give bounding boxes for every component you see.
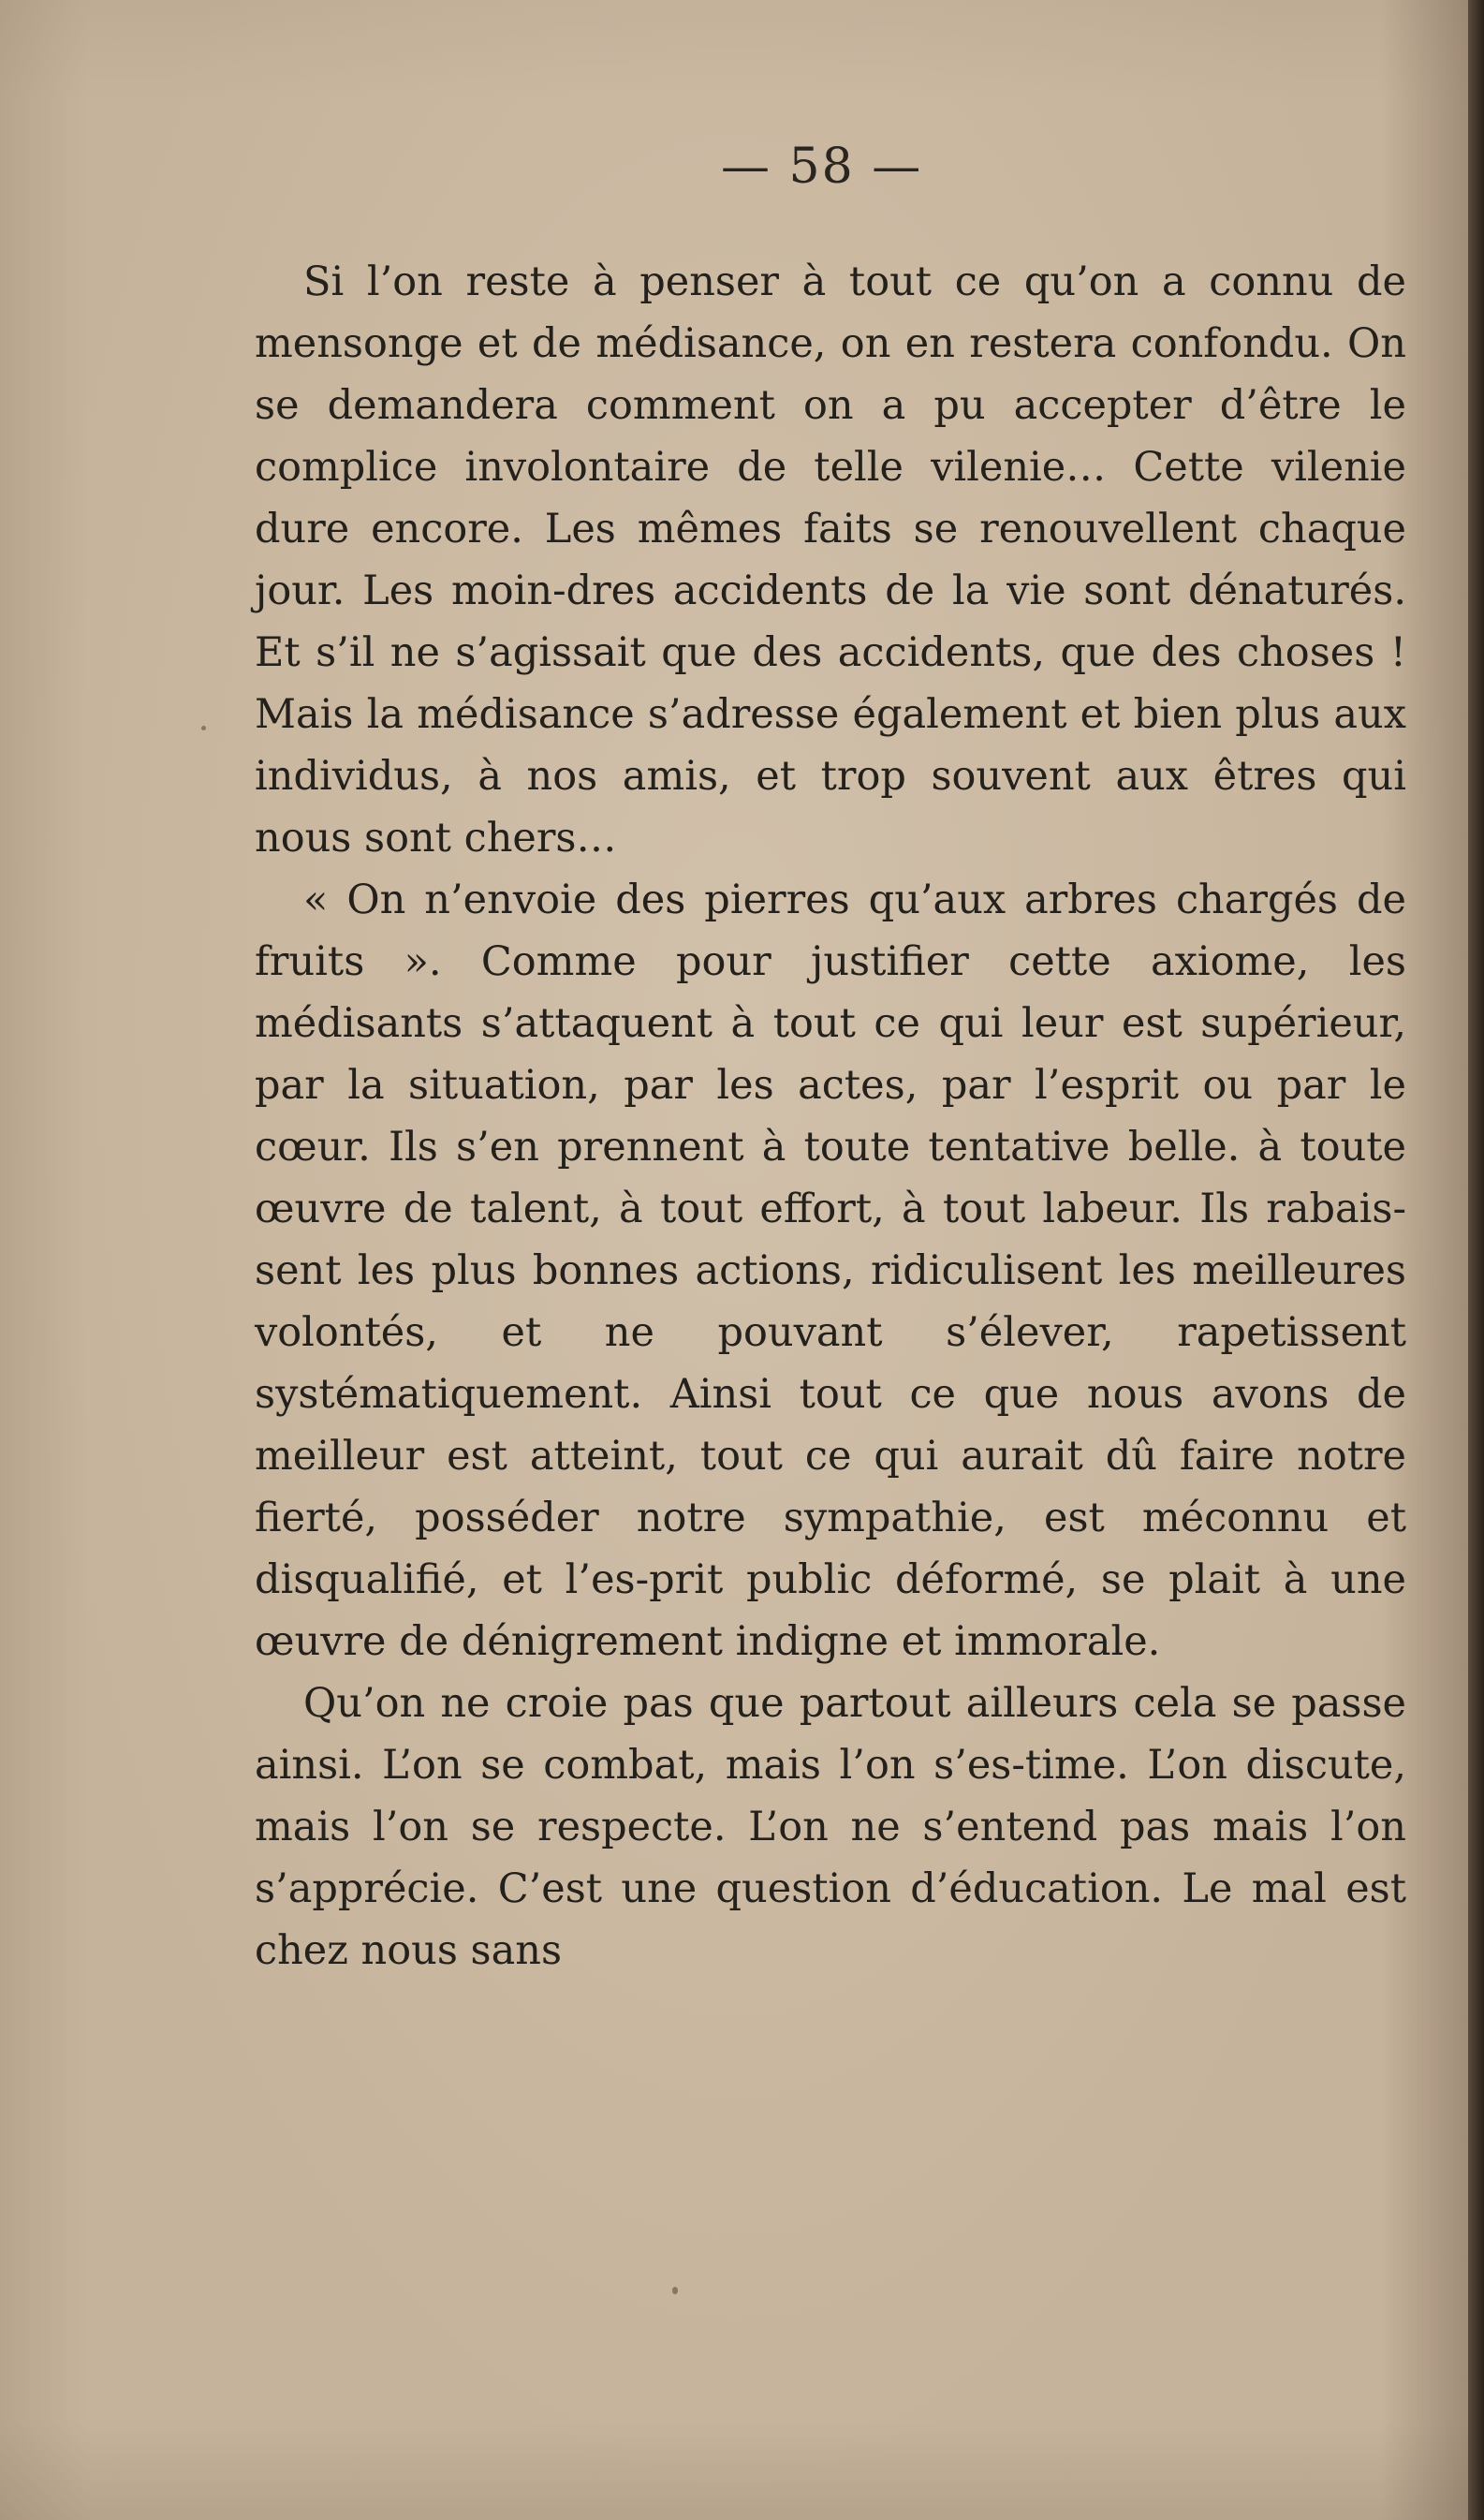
- paper-speck: [201, 726, 206, 730]
- paragraph-3: Qu’on ne croie pas que partout ailleurs cela se passe ainsi. L’on se combat, mais l’on s’es-time. L’on discute, mais l’on se respecte. L’on ne s’entend pas mais l’on s’apprécie. C’est une question d’éducation. Le mal est chez nous sans: [255, 1680, 1406, 1974]
- paper-speck: [672, 2287, 678, 2294]
- body-text: [255, 251, 1406, 1982]
- paragraph-1: Si l’on reste à penser à tout ce qu’on a connu de mensonge et de médisance, on en restera confondu. On se demandera comment on a pu accepter d’être le complice involontaire de telle vilenie… Cette vilenie dure encore. Les mêmes faits se renouvellent chaque jour. Les moin-dres accidents de la vie sont dénaturés. Et s’il ne s’agissait que des accidents, que des choses ! Mais la médisance s’adresse également et bien plus aux individus, à nos amis, et trop souvent aux êtres qui nous sont chers…: [255, 258, 1406, 862]
- page-edge-shadow: [1468, 0, 1484, 2520]
- page-number: — 58 —: [721, 139, 923, 195]
- paragraph-2: « On n’envoie des pierres qu’aux arbres chargés de fruits ». Comme pour justifier cette axiome, les médisants s’attaquent à tout ce qui leur est supérieur, par la situation, par les actes, par l’esprit ou par le cœur. Ils s’en prennent à toute tentative belle. à toute œuvre de talent, à tout effort, à tout labeur. Ils rabais-sent les plus bonnes actions, ridiculisent les meilleures volontés, et ne pouvant s’élever, rapetissent systématiquement. Ainsi tout ce que nous avons de meilleur est atteint, tout ce qui aurait dû faire notre fierté, posséder notre sympathie, est méconnu et disqualifié, et l’es-prit public déformé, se plait à une œuvre de dénigrement indigne et immorale.: [255, 877, 1406, 1665]
